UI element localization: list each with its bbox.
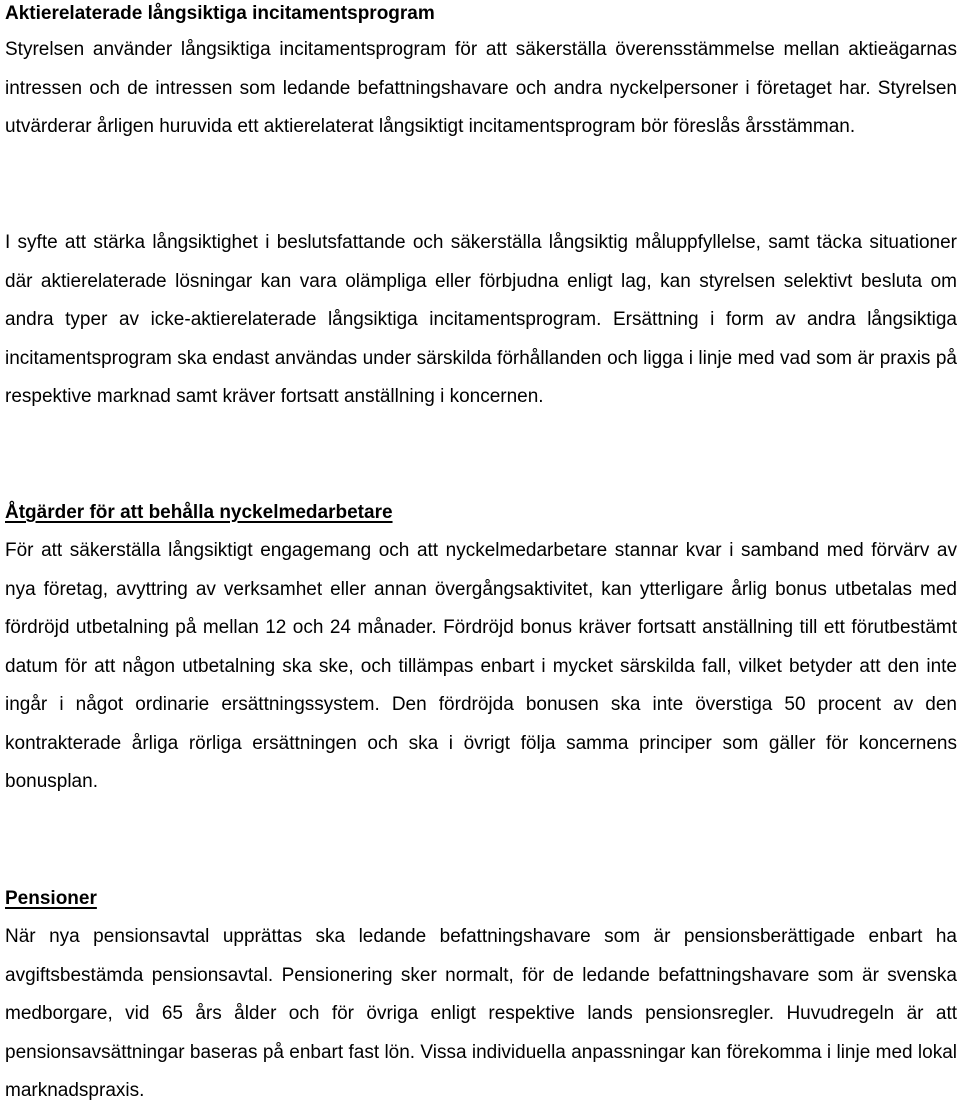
paragraph-non-share-incentives: I syfte att stärka långsiktighet i beslutsfattande och säkerställa långsiktig måluppfyllelse, samt täcka situationer där aktierelaterade lösningar kan vara olämpliga eller förbjudna enligt lag, kan styrelsen selektivt besluta om andra typer av icke-aktierelaterade långsiktiga incitamentsprogram. Ersättning i form av andra långsiktiga incitamentsprogram ska endast användas under särskilda förhållanden och ligga i linje med vad som är praxis på respektive marknad samt kräver fortsatt anställning i koncernen. bbox=[5, 232, 957, 407]
paragraph-incentive-intro: Styrelsen använder långsiktiga incitamentsprogram för att säkerställa överensstämmelse mellan aktieägarnas intressen och de intressen som ledande befattningshavare och andra nyckelpersoner i företaget har. Styrelsen utvärderar årligen huruvida ett aktierelaterat långsiktigt incitamentsprogram bör föreslås årsstämman. bbox=[5, 39, 957, 137]
section-heading-pensions: Pensioner bbox=[5, 888, 97, 909]
section-heading-retention-measures: Åtgärder för att behålla nyckelmedarbetare bbox=[5, 502, 393, 523]
paragraph-retention-bonus: För att säkerställa långsiktigt engagemang och att nyckelmedarbetare stannar kvar i samband med förvärv av nya företag, avyttring av verksamhet eller annan övergångsaktivitet, kan ytterligare årlig bonus utbetalas med fördröjd utbetalning på mellan 12 och 24 månader. Fördröjd bonus kräver fortsatt anställning till ett förutbestämt datum för att någon utbetalning ska ske, och tillämpas enbart i mycket särskilda fall, vilket betyder att den inte ingår i något ordinarie ersättningssystem. Den fördröjda bonusen ska inte överstiga 50 procent av den kontrakterade årliga rörliga ersättningen och ska i övrigt följa samma principer som gäller för koncernens bonusplan. bbox=[5, 540, 957, 792]
section-heading-incentive-programs: Aktierelaterade långsiktiga incitamentsprogram bbox=[5, 3, 435, 24]
paragraph-pensions: När nya pensionsavtal upprättas ska ledande befattningshavare som är pensionsberättigade enbart ha avgiftsbestämda pensionsavtal. Pensionering sker normalt, för de ledande befattningshavare som är svenska medborgare, vid 65 års ålder och för övriga enligt respektive lands pensionsregler. Huvudregeln är att pensionsavsättningar baseras på enbart fast lön. Vissa individuella anpassningar kan förekomma i linje med lokal marknadspraxis. bbox=[5, 926, 957, 1101]
